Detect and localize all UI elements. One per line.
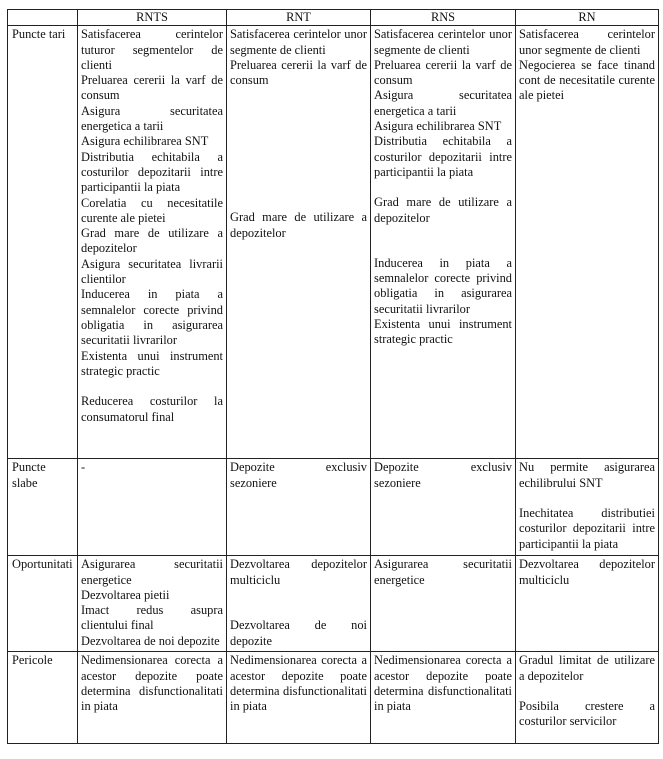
cell-strengths-rnts — [78, 26, 227, 459]
row-label-opportunities: Oportunitati — [8, 556, 78, 652]
header-rnt: RNT — [227, 10, 371, 26]
cell-weaknesses-rns — [371, 459, 516, 556]
table-row-strengths — [8, 26, 659, 459]
row-label-weaknesses: Puncte slabe — [8, 459, 78, 556]
strengths-rns-item: Satisfacerea cerintelor unor segmente de clienti — [374, 27, 512, 57]
table-row-opportunities — [8, 556, 659, 652]
cell-opportunities-rn — [516, 556, 659, 652]
cell-weaknesses-rnt — [227, 459, 371, 556]
strengths-rnts-item: Inducerea in piata a semnalelor corecte privind obligatia in asigurarea securitatii livrarilor — [81, 287, 223, 348]
opportunities-rnt-blank — [230, 603, 367, 618]
strengths-rnt-item: Grad mare de utilizare a depozitelor — [230, 210, 367, 240]
strengths-rn-item: Satisfacerea cerintelor unor segmente de clienti — [519, 27, 655, 57]
cell-weaknesses-rnts — [78, 459, 227, 556]
strengths-rns-item: Asigura securitatea energetica a tarii — [374, 88, 512, 118]
opportunities-rnts-item: Imact redus asupra clientului final — [81, 603, 223, 633]
cell-opportunities-rnt — [227, 556, 371, 652]
threats-rns-item: Nedimensionarea corecta a acestor depozite poate determina disfunctionalitati in piata — [374, 653, 512, 714]
threats-rnt-item: Nedimensionarea corecta a acestor depozite poate determina disfunctionalitati in piata — [230, 653, 367, 714]
strengths-rnts-item: Preluarea cererii la varf de consum — [81, 73, 223, 103]
strengths-rns-item: Preluarea cererii la varf de consum — [374, 57, 512, 88]
strengths-rnts-item: Satisfacerea cerintelor tuturor segmentelor de clienti — [81, 27, 223, 72]
table-row-threats — [8, 652, 659, 744]
strengths-rnts-item: Asigura echilibrarea SNT — [81, 134, 209, 149]
cell-threats-rns — [371, 652, 516, 744]
cell-strengths-rns — [371, 26, 516, 459]
cell-threats-rnt — [227, 652, 371, 744]
strengths-rnts-blank — [81, 379, 223, 394]
weaknesses-rns-item: Depozite exclusiv sezoniere — [374, 460, 512, 490]
weaknesses-rn-item: Inechitatea distributiei costurilor depozitarii intre participantii la piata — [519, 506, 655, 551]
threats-rn-blank — [519, 684, 655, 699]
header-corner — [8, 10, 78, 26]
strengths-rnts-item: Reducerea costurilor la consumatorul final — [81, 394, 223, 424]
weaknesses-rnt-item: Depozite exclusiv sezoniere — [230, 460, 367, 490]
strengths-rnts-item: Distributia echitabila a costurilor depozitarii intre participantii la piata — [81, 149, 223, 195]
cell-threats-rnts — [78, 652, 227, 744]
cell-strengths-rnt — [227, 26, 371, 459]
weaknesses-rn-item: Nu permite asigurarea echilibrului SNT — [519, 460, 655, 490]
row-label-strengths: Puncte tari — [8, 26, 78, 459]
cell-threats-rn — [516, 652, 659, 744]
header-rnts: RNTS — [78, 10, 227, 26]
swot-table — [7, 9, 659, 744]
header-rn: RN — [516, 10, 659, 26]
opportunities-rnt-item: Dezvoltarea depozitelor multiciclu — [230, 557, 367, 587]
strengths-rnts-item: Grad mare de utilizare a depozitelor — [81, 226, 223, 256]
header-row — [8, 10, 659, 26]
cell-weaknesses-rn — [516, 459, 659, 556]
strengths-rnts-item: Asigura securitatea energetica a tarii — [81, 103, 223, 134]
threats-rn-item: Gradul limitat de utilizare a depozitelor — [519, 653, 655, 683]
cell-opportunities-rns — [371, 556, 516, 652]
opportunities-rnts-item: Asigurarea securitatii energetice — [81, 557, 223, 587]
threats-rnts-item: Nedimensionarea corecta a acestor depozite poate determina disfunctionalitati in piata — [81, 653, 223, 714]
weaknesses-rn-blank — [519, 491, 655, 506]
row-label-threats: Pericole — [8, 652, 78, 744]
weaknesses-rnts-item: - — [81, 460, 86, 475]
strengths-rnts-item: Asigura securitatea livrarii clientilor — [81, 256, 223, 287]
cell-opportunities-rnts — [78, 556, 227, 652]
strengths-rns-item: Distributia echitabila a costurilor depozitarii intre participantii la piata — [374, 134, 512, 179]
strengths-rnt-item: Satisfacerea cerintelor unor segmente de clienti — [230, 27, 367, 57]
strengths-rns-item: Asigura echilibrarea SNT — [374, 119, 502, 134]
strengths-rns-item: Grad mare de utilizare a depozitelor — [374, 195, 512, 225]
threats-rn-item: Posibila crestere a costurilor servicilor — [519, 699, 655, 729]
strengths-rnt-item: Preluarea cererii la varf de consum — [230, 57, 367, 88]
header-rns: RNS — [371, 10, 516, 26]
opportunities-rnts-item: Dezvoltarea pietii — [81, 587, 170, 602]
opportunities-rnt-item: Dezvoltarea de noi depozite — [230, 618, 367, 648]
table-row-weaknesses — [8, 459, 659, 556]
strengths-rn-item: Negocierea se face tinand cont de necesitatile curente ale pietei — [519, 57, 655, 103]
opportunities-rns-item: Asigurarea securitatii energetice — [374, 557, 512, 587]
cell-strengths-rn — [516, 26, 659, 459]
strengths-rnts-item: Existenta unui instrument strategic practic — [81, 348, 223, 378]
strengths-rns-item: Inducerea in piata a semnalelor corecte privind obligatia in asigurarea securitatii livrarilor — [374, 255, 512, 316]
strengths-rnts-item: Corelatia cu necesitatile curente ale pietei — [81, 195, 223, 225]
opportunities-rnts-item: Dezvoltarea de noi depozite — [81, 633, 220, 648]
strengths-rns-item: Existenta unui instrument strategic practic — [374, 317, 512, 347]
opportunities-rn-item: Dezvoltarea depozitelor multiciclu — [519, 557, 655, 587]
opportunities-rnt-blank — [230, 588, 367, 603]
